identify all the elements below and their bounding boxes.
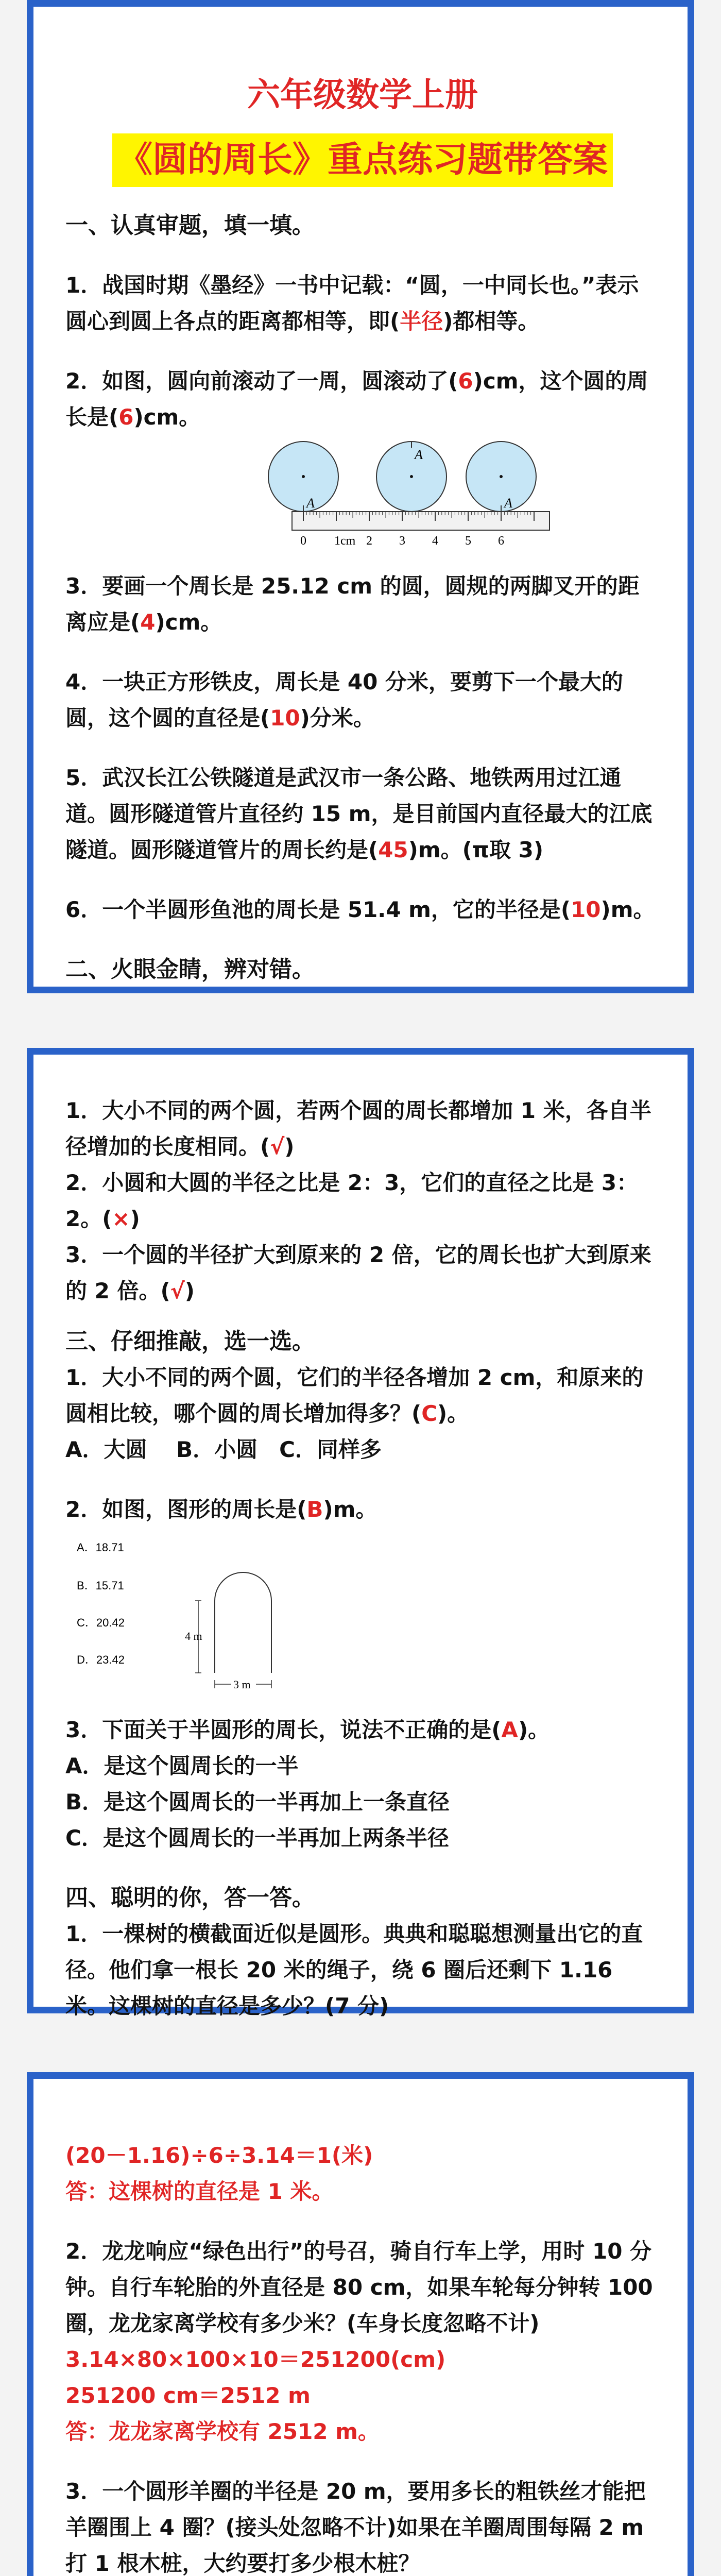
choice-1: 1．大小不同的两个圆，它们的半径各增加 2 cm，和原来的圆相比较，哪个圆的周长增加得多？(C)。 (65, 1365, 644, 1426)
solution-2-answer: 答：龙龙家离学校有 2512 m。 (65, 2419, 380, 2444)
section-4-heading: 四、聪明的你，答一答。 (65, 1885, 315, 1911)
answer-problem-1: 1．一棵树的横截面近似是圆形。典典和聪聪想测量出它的直径。他们拿一根长 20 米的绳子，绕 6 圈后还剩下 1.16 米。这棵树的直径是多少？(7 分) (65, 1921, 643, 2019)
choice-3-option-b: B．是这个圆周长的一半再加上一条直径 (65, 1789, 450, 1815)
solution-1: (20－1.16)÷6÷3.14＝1(米) (65, 2143, 373, 2168)
section-2-heading: 二、火眼金睛，辨对错。 (65, 956, 315, 982)
question-1-3: 3．要画一个周长是 25.12 cm 的圆，圆规的两脚叉开的距离应是(4)cm。 (65, 573, 640, 635)
judge-3: 3．一个圆的半径扩大到原来的 2 倍，它的周长也扩大到原来的 2 倍。(√) (65, 1242, 651, 1303)
problem-3: 3．一个圆形羊圈的半径是 20 m，要用多长的粗铁丝才能把羊圈围上 4 圈？(接头处忽略不计)如果在羊圈周围每隔 2 m 打 1 根木桩，大约要打多少根木桩？ (65, 2479, 646, 2576)
circle-end (466, 442, 536, 512)
solution-1-answer: 答：这棵树的直径是 1 米。 (65, 2179, 334, 2204)
judge-1: 1．大小不同的两个圆，若两个圆的周长都增加 1 米，各自半径增加的长度相同。(√) (65, 1098, 651, 1159)
question-1-5: 5．武汉长江公铁隧道是武汉市一条公路、地铁两用过江通道。圆形隧道管片直径约 15 m，是目前国内直径最大的江底隧道。圆形隧道管片的周长约是(45)m。(π取 3) (65, 765, 653, 862)
choice-2: 2．如图，图形的周长是(B)m。 (65, 1497, 377, 1522)
solution-2-step-2: 251200 cm＝2512 m (65, 2383, 311, 2408)
circle-label-a1: A (306, 496, 315, 511)
question-1-6: 6．一个半圆形鱼池的周长是 51.4 m，它的半径是(10)m。 (65, 897, 655, 922)
circle-label-a3: A (504, 496, 512, 511)
card-3 (27, 2072, 694, 2576)
problem-2: 2．龙龙响应“绿色出行”的号召，骑自行车上学，用时 10 分钟。自行车轮胎的外直径是 80 cm，如果车轮每分钟转 100 圈，龙龙家离学校有多少米？(车身长度忽略不计) (65, 2239, 653, 2336)
option-a: A．18.71 (77, 1541, 124, 1554)
choice-1-options: A．大圆 B．小圆 C．同样多 (65, 1437, 382, 1462)
circle-label-a2: A (415, 447, 423, 462)
ruler-label: 1cm (334, 534, 356, 548)
rolling-circle-figure (65, 435, 663, 554)
card-2 (27, 1048, 694, 2019)
section-1-heading: 一、认真审题，填一填。 (65, 212, 315, 239)
option-c: C．20.42 (77, 1616, 125, 1629)
option-b: B．15.71 (77, 1579, 124, 1592)
ruler-label: 3 (399, 534, 405, 548)
arch-figure (65, 1528, 374, 1698)
title-topic: 《圆的周长》重点练习题带答案 (112, 133, 613, 187)
ruler-label: 2 (366, 534, 372, 548)
ruler-labels (300, 534, 504, 548)
title-wrap (65, 133, 660, 187)
choice-3-option-a: A．是这个圆周长的一半 (65, 1753, 299, 1778)
section-3-heading: 三、仔细推敲，选一选。 (65, 1328, 315, 1354)
choice-3-option-c: C．是这个圆周长的一半再加上两条半径 (65, 1825, 449, 1851)
question-1-1: 1．战国时期《墨经》一书中记载：“圆，一中同长也。”表示圆心到圆上各点的距离都相等，即(半径)都相等。 (65, 273, 639, 334)
circle-start (268, 442, 338, 512)
height-label: 4 m (185, 1630, 202, 1642)
option-d: D．23.42 (77, 1653, 125, 1666)
ruler-label: 4 (432, 534, 438, 548)
width-label: 3 m (233, 1678, 251, 1691)
choice-3: 3．下面关于半圆形的周长，说法不正确的是(A)。 (65, 1717, 550, 1742)
question-1-2: 2．如图，圆向前滚动了一周，圆滚动了(6)cm，这个圆的周长是(6)cm。 (65, 368, 648, 430)
title-grade: 六年级数学上册 (247, 76, 478, 114)
circle-middle (376, 442, 447, 512)
ruler-label: 6 (498, 534, 504, 548)
arch-shape (215, 1572, 271, 1673)
solution-2-step-1: 3.14×80×100×10＝251200(cm) (65, 2347, 446, 2372)
card-1 (27, 0, 694, 993)
ruler-label: 0 (300, 534, 306, 548)
ruler-label: 5 (465, 534, 471, 548)
judge-2: 2．小圆和大圆的半径之比是 2：3，它们的直径之比是 3：2。(×) (65, 1170, 639, 1231)
question-1-4: 4．一块正方形铁皮，周长是 40 分米，要剪下一个最大的圆，这个圆的直径是(10)分米。 (65, 669, 623, 731)
